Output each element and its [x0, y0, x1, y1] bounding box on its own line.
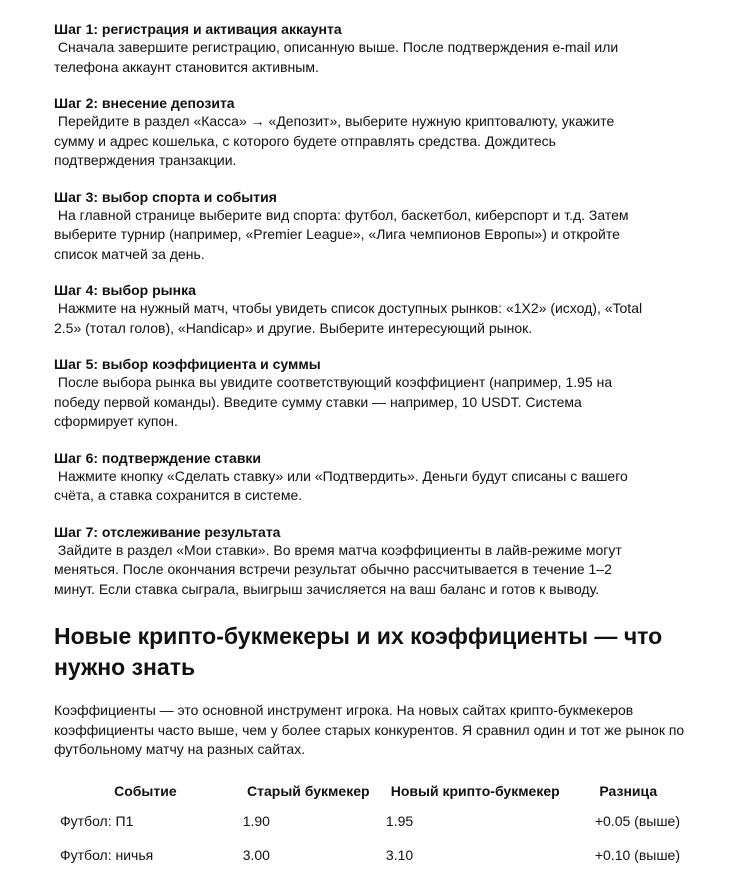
section-intro: Коэффициенты — это основной инструмент игрока. На новых сайтах крипто-букмекеров коэффициенты часто выше, чем у более старых конкурентов. Я сравнил один и тот же рынок по футбольному матчу на разных сайтах.: [54, 702, 685, 757]
steps-list: [54, 20, 694, 616]
column-header-new-bookmaker: Новый крипто-букмекер: [390, 783, 560, 799]
cell-difference: +0.05 (выше): [594, 813, 680, 829]
step-text: Нажмите кнопку «Сделать ставку» или «Подтвердить». Деньги будут списаны с вашего счёта, а ставка сохранится в системе.: [54, 467, 628, 503]
column-header-event: Событие: [114, 783, 177, 799]
step-item: [54, 188, 694, 265]
step-item: [54, 20, 694, 77]
step-title: Шаг 1: регистрация и активация аккаунта: [54, 21, 342, 37]
step-text: На главной странице выберите вид спорта: футбол, баскетбол, киберспорт и т.д. Затем выберите турнир (например, «Premier League», «Лига чемпионов Европы») и откройте список матчей за день.: [54, 206, 629, 262]
step-text: После выбора рынка вы увидите соответствующий коэффициент (например, 1.95 на победу первой команды). Введите сумму ставки — например, 10 USDT. Система сформирует купон.: [54, 374, 613, 429]
cell-old-odds: 3.00: [242, 847, 270, 863]
step-text: Зайдите в раздел «Мои ставки». Во время матча коэффициенты в лайв-режиме могут меняться. После окончания встречи результат обычно рассчитывается в течение 1–2 минут. Если ставка сыграла, выигрыш зачисляется на ваш баланс и готов к выводу.: [54, 541, 622, 597]
step-item: [54, 449, 694, 506]
step-title: Шаг 2: внесение депозита: [54, 95, 235, 111]
cell-new-odds: 3.10: [385, 847, 414, 863]
step-title: Шаг 7: отслеживание результата: [54, 523, 281, 540]
step-item: [54, 94, 694, 171]
step-text: Нажмите на нужный матч, чтобы увидеть список доступных рынков: «1X2» (исход), «Total 2.5» (тотал голов), «Handicap» и другие. Выберите интересующий рынок.: [54, 300, 643, 336]
step-title: Шаг 3: выбор спорта и события: [54, 188, 277, 205]
step-title: Шаг 6: подтверждение ставки: [54, 449, 262, 466]
cell-difference: +0.10 (выше): [594, 847, 680, 863]
column-header-old-bookmaker: Старый букмекер: [247, 783, 370, 799]
cell-old-odds: 1.90: [242, 813, 270, 829]
cell-event: Футбол: П1: [60, 813, 134, 829]
step-item: [54, 523, 694, 600]
section-heading: Новые крипто-букмекеры и их коэффициенты — что нужно знать: [54, 623, 663, 680]
column-header-difference: Разница: [599, 783, 658, 799]
step-title: Шаг 4: выбор рынка: [54, 282, 196, 298]
step-text: Перейдите в раздел «Касса» → «Депозит», выберите нужную криптовалюту, укажите сумму и адрес кошелька, с которого будете отправлять средства. Дождитесь подтверждения транзакции.: [54, 113, 615, 168]
step-title: Шаг 5: выбор коэффициента и суммы: [54, 356, 321, 372]
step-item: [54, 281, 694, 338]
table-row: [54, 838, 686, 872]
cell-event: Футбол: ничья: [60, 847, 154, 863]
odds-comparison-table: [54, 778, 686, 872]
step-text: Сначала завершите регистрацию, описанную выше. После подтверждения e-mail или телефона аккаунт становится активным.: [54, 39, 619, 75]
cell-new-odds: 1.95: [385, 813, 414, 829]
table-row: [54, 804, 686, 838]
step-item: [54, 355, 694, 432]
table-header-row: [54, 778, 686, 804]
